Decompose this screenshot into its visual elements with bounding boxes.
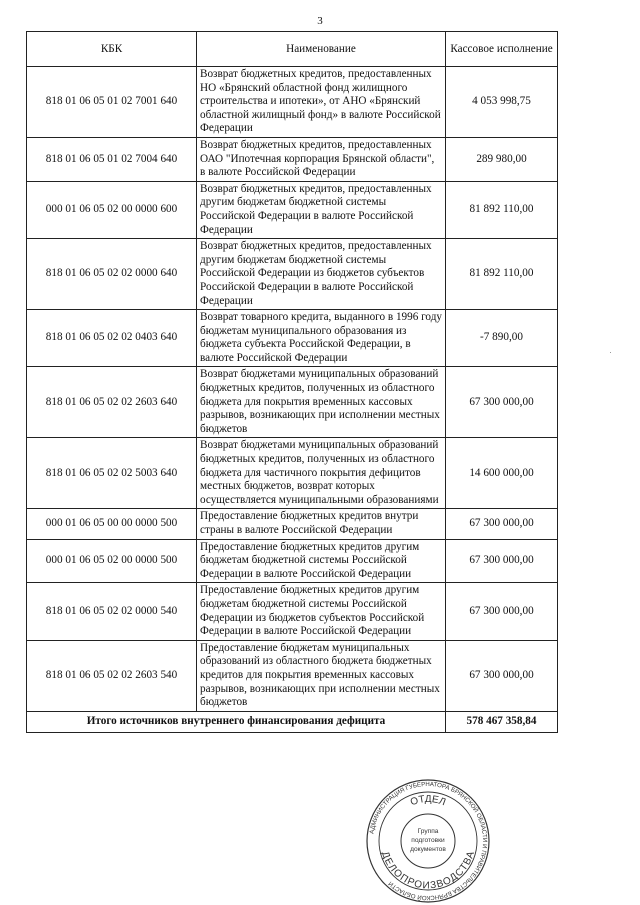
table-row	[27, 438, 558, 509]
row-amount: -7 890,00	[446, 310, 558, 367]
table-row	[27, 367, 558, 438]
table-row	[27, 137, 558, 181]
row-name: Предоставление бюджетам муниципальных образований из областного бюджета бюджетных кредитов для покрытия временных кассовых разрывов, возникающих при исполнении местных бюджетов	[197, 640, 446, 711]
stamp-center-line3: документов	[410, 846, 446, 853]
row-name: Предоставление бюджетных кредитов другим бюджетам бюджетной системы Российской Федерации из бюджетов субъектов Российской Федерации в валюте Российской Федерации	[197, 583, 446, 640]
header-kbk: КБК	[27, 32, 197, 67]
kbk-code: 000 01 06 05 02 00 0000 500	[27, 539, 197, 583]
row-amount: 67 300 000,00	[446, 367, 558, 438]
table-row	[27, 67, 558, 138]
row-name: Возврат бюджетных кредитов, предоставленных НО «Брянский областной фонд жилищного строительства и ипотеки», от АНО «Брянский областной жилищный фонд» в валюте Российской Федерации	[197, 67, 446, 138]
row-name: Предоставление бюджетных кредитов внутри страны в валюте Российской Федерации	[197, 509, 446, 539]
kbk-code: 818 01 06 05 02 02 5003 640	[27, 438, 197, 509]
row-amount: 67 300 000,00	[446, 509, 558, 539]
row-name: Возврат бюджетных кредитов, предоставленных другим бюджетам бюджетной системы Российской Федерации из бюджетов субъектов Российской Федерации в валюте Российской Федерации	[197, 239, 446, 310]
header-amount: Кассовое исполнение	[446, 32, 558, 67]
stamp-department-bottom: ДЕЛОПРОИЗВОДСТВА	[379, 850, 477, 892]
kbk-code: 818 01 06 05 02 02 0403 640	[27, 310, 197, 367]
kbk-code: 818 01 06 05 01 02 7001 640	[27, 67, 197, 138]
table-row	[27, 539, 558, 583]
stamp-center-line1: Группа	[417, 828, 439, 835]
row-amount: 67 300 000,00	[446, 539, 558, 583]
table-row	[27, 310, 558, 367]
total-amount: 578 467 358,84	[446, 711, 558, 732]
row-name: Предоставление бюджетных кредитов другим бюджетам бюджетной системы Российской Федерации в валюте Российской Федерации	[197, 539, 446, 583]
row-amount: 289 980,00	[446, 137, 558, 181]
total-label: Итого источников внутреннего финансирования дефицита	[27, 711, 446, 732]
stamp-department-top: ОТДЕЛ	[409, 793, 448, 809]
page-number: 3	[317, 15, 323, 27]
table-row	[27, 509, 558, 539]
row-amount: 81 892 110,00	[446, 239, 558, 310]
header-name: Наименование	[197, 32, 446, 67]
kbk-code: 818 01 06 05 02 02 0000 640	[27, 239, 197, 310]
budget-sources-table	[26, 31, 558, 733]
stamp-ring-text: АДМИНИСТРАЦИЯ ГУБЕРНАТОРА БРЯНСКОЙ ОБЛАСТИ И ПРАВИТЕЛЬСТВА БРЯНСКОЙ ОБЛАСТИ	[368, 780, 489, 902]
kbk-code: 000 01 06 05 00 00 0000 500	[27, 509, 197, 539]
row-name: Возврат бюджетных кредитов, предоставленных ОАО "Ипотечная корпорация Брянской области", в валюте Российской Федерации	[197, 137, 446, 181]
row-amount: 14 600 000,00	[446, 438, 558, 509]
row-name: Возврат бюджетных кредитов, предоставленных другим бюджетам бюджетной системы Российской Федерации в валюте Российской Федерации	[197, 181, 446, 238]
scan-speck	[610, 352, 611, 353]
stamp-center-line2: подготовки	[411, 837, 445, 844]
kbk-code: 000 01 06 05 02 00 0000 600	[27, 181, 197, 238]
row-amount: 67 300 000,00	[446, 640, 558, 711]
table-row	[27, 239, 558, 310]
table-row	[27, 583, 558, 640]
table-header-row	[27, 32, 558, 67]
row-name: Возврат товарного кредита, выданного в 1996 году бюджетам муниципального образования из бюджета субъекта Российской Федерации, в валюте Российской Федерации	[197, 310, 446, 367]
stamp-seal-graphic	[365, 778, 491, 904]
row-amount: 67 300 000,00	[446, 583, 558, 640]
kbk-code: 818 01 06 05 02 02 2603 540	[27, 640, 197, 711]
row-name: Возврат бюджетами муниципальных образований бюджетных кредитов, полученных из областного бюджета для покрытия временных кассовых разрывов, возникающих при исполнении местных бюджетов	[197, 367, 446, 438]
row-name: Возврат бюджетами муниципальных образований бюджетных кредитов, полученных из областного бюджета для частичного покрытия дефицитов местных бюджетов, возврат которых осуществляется муниципальными образованиями	[197, 438, 446, 509]
kbk-code: 818 01 06 05 01 02 7004 640	[27, 137, 197, 181]
table-row	[27, 181, 558, 238]
total-row	[27, 711, 558, 732]
row-amount: 81 892 110,00	[446, 181, 558, 238]
office-stamp	[365, 778, 491, 904]
kbk-code: 818 01 06 05 02 02 0000 540	[27, 583, 197, 640]
kbk-code: 818 01 06 05 02 02 2603 640	[27, 367, 197, 438]
table-row	[27, 640, 558, 711]
row-amount: 4 053 998,75	[446, 67, 558, 138]
